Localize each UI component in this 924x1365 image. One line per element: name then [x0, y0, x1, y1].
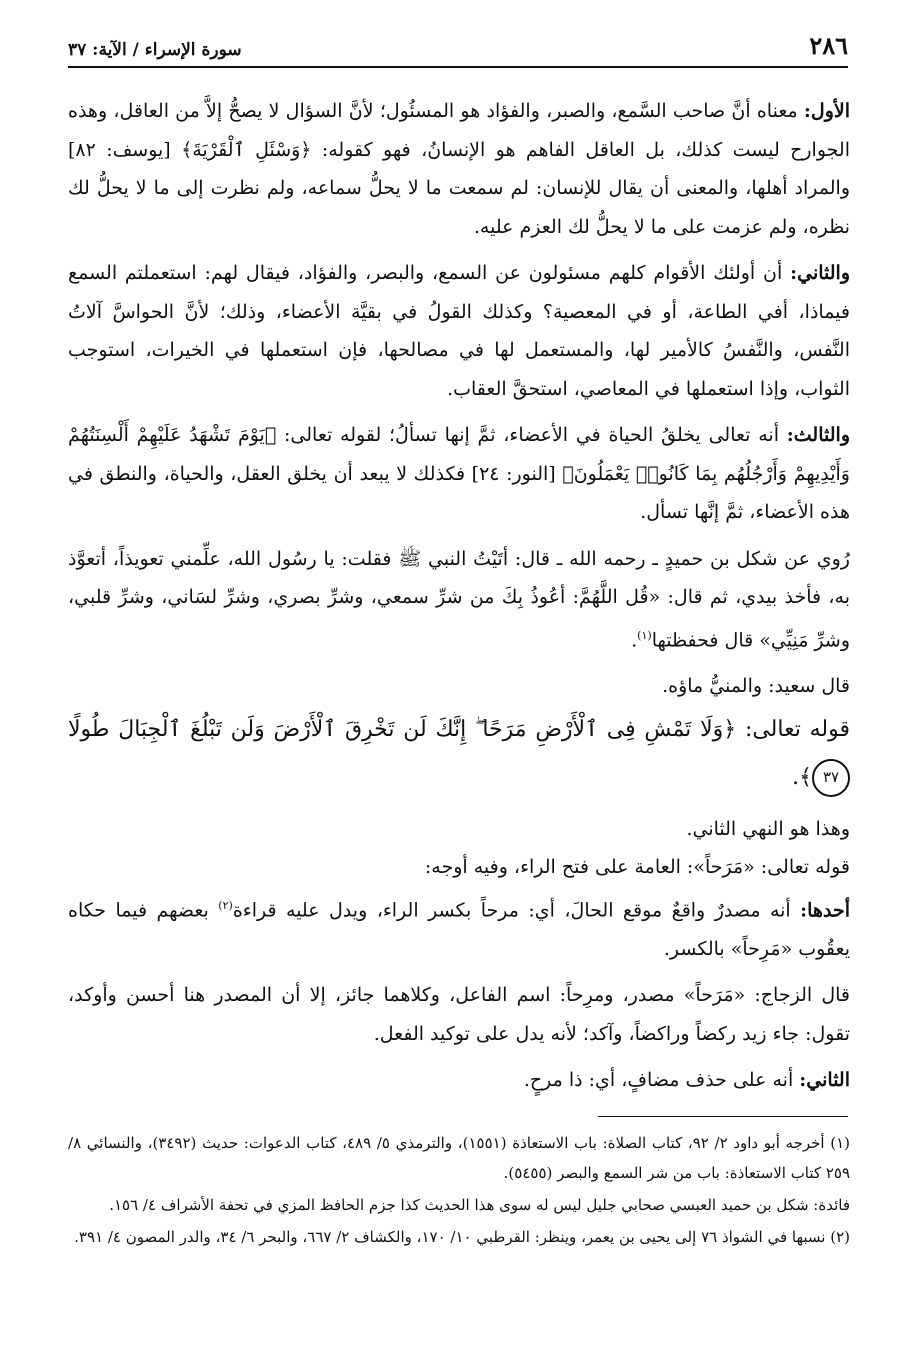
paragraph-text: قال سعيد: والمنيُّ ماؤه. [662, 675, 850, 698]
footnote: (٢) نسبها في الشواذ ٧٦ إلى يحيى بن يعمر، وينظر: القرطبي ١٠/ ١٧٠، والكشاف ٢/ ٦٦٧، والبحر ٦/ ٣٤، والدر المصون ٤/ ٣٩١. [74, 1228, 850, 1246]
paragraph [68, 540, 850, 660]
paragraph-text: أنه تعالى يخلقُ الحياة في الأعضاء، ثمَّ إنها تسألُ؛ لقوله تعالى: ﴿يَوْمَ تَشْهَدُ عَلَيْهِمْ أَلْسِنَتُهُمْ وَأَيْدِيهِمْ وَأَرْجُلُهُم بِمَا كَانُوا۟ يَعْمَلُونَ﴾ [النور: ٢٤] فكذلك لا يبعد أن يخلق العقل، والحياة، والنطق في هذه الأعضاء، ثمَّ إنَّها تسأل. [68, 424, 850, 523]
paragraph-text: أنه على حذف مضافٍ، أي: ذا مرحٍ. [523, 1069, 800, 1092]
paragraph [68, 416, 850, 532]
paragraph [68, 1061, 850, 1100]
paragraph-text: أنه مصدرٌ واقعٌ موقع الحالَ، أي: مرحاً بكسر الراء، ويدل عليه قراءة [232, 899, 801, 922]
paragraph-tail: بعضهم فيما حكاه يعقُوب «مَرِحاً» بالكسر. [68, 899, 850, 960]
paragraph [68, 254, 850, 408]
footnote-ref: (٢) [218, 898, 233, 912]
paragraph [68, 848, 850, 887]
paragraph-tail: . [631, 628, 638, 651]
paragraph-lead: الثاني: [799, 1069, 850, 1092]
page-header [68, 28, 848, 68]
paragraph-text: قال الزجاج: «مَرَحاً» مصدر، ومرِحاً: اسم الفاعل، وكلاهما جائز، إلا أن المصدر هنا أحسن وأوكد، تقول: جاء زيد ركضاً وراكضاً، وآكد؛ لأنه يدل على توكيد الفعل. [68, 984, 850, 1045]
paragraph-lead: الأول: [803, 100, 850, 122]
paragraph-text: قوله تعالى: «مَرَحاً»: العامة على فتح الراء، وفيه أوجه: [424, 856, 850, 879]
paragraph [68, 976, 850, 1053]
paragraph-lead: والثالث: [786, 424, 850, 446]
paragraph-lead: والثاني: [790, 262, 850, 284]
paragraph-text: أن أولئك الأقوام كلهم مسئولون عن السمع، والبصر، والفؤاد، فيقال لهم: استعملتم السمع فيماذا، أفي الطاعة، أو في المعصية؟ وكذلك القولُ في بقيَّة الأعضاء، وذلك؛ لأنَّ الحواسَّ آلاتُ النَّفس، والنَّفسُ كالأمير لها، والمستعمل لها في مصالحها، فإن استعملها في الخيرات، استوجب الثواب، وإذا استعملها في المعاصي، استحقَّ العقاب. [68, 262, 850, 400]
paragraph [68, 887, 850, 968]
footnote: فائدة: شكل بن حميد العبسي صحابي جليل ليس له سوى هذا الحديث كذا جزم الحافظ المزي في تحفة الأشراف ٤/ ١٥٦. [109, 1196, 850, 1214]
verse-text: ﴿وَلَا تَمْشِ فِى ٱلْأَرْضِ مَرَحًا ۖ إِنَّكَ لَن تَخْرِقَ ٱلْأَرْضَ وَلَن تَبْلُغَ ٱلْجِبَالَ طُولًا [68, 716, 737, 742]
footnote-divider [598, 1116, 848, 1117]
verse-prefix: قوله تعالى: [736, 716, 850, 742]
paragraph-lead: أحدها: [800, 899, 850, 922]
paragraph [68, 92, 850, 246]
paragraph-text: رُوي عن شكل بن حميدٍ ـ رحمه الله ـ قال: أتَيْتُ النبي ﷺ فقلت: يا رسُول الله، علِّمني تعويذاً، أتعوَّذ به، فأخذ بيدي، ثم قال: «قُل اللَّهُمَّ: أعُوذُ بِكَ من شرِّ سمعي، وشرِّ بصري، وشرِّ لسَاني، وشرِّ قلبي، وشرِّ مَنِيِّي» قال فحفظتها [68, 547, 850, 651]
paragraph-text: وهذا هو النهي الثاني. [686, 817, 850, 840]
verse-heading [68, 706, 850, 802]
running-title: سورة الإسراء / الآية: ٣٧ [68, 40, 242, 60]
main-text [68, 92, 850, 1108]
paragraph [68, 667, 850, 706]
footnote-ref: (١) [637, 628, 652, 642]
verse-close: ﴾. [792, 764, 812, 790]
paragraph-text: معناه أنَّ صاحب السَّمع، والصبر، والفؤاد هو المسئُول؛ لأنَّ السؤال لا يصحُّ إلاَّ من العاقل، وهذه الجوارح ليست كذلك، بل العاقل الفاهم هو الإنسانُ، فهو كقوله: ﴿وَسْئَلِ ٱلْقَرْيَةَ﴾ [يوسف: ٨٢] والمراد أهلها، والمعنى أن يقال للإنسان: لم سمعت ما لا يحلُّ سماعه، ولم نظرت إلى ما لا يحلُّ لك نظره، ولم عزمت على ما لا يحلُّ لك العزم عليه. [68, 100, 850, 238]
page-number: ٢٨٦ [809, 31, 848, 60]
footnotes [68, 1128, 850, 1254]
paragraph [68, 810, 850, 849]
footnote: (١) أخرجه أبو داود ٢/ ٩٢، كتاب الصلاة: باب الاستعاذة (١٥٥١)، والترمذي ٥/ ٤٨٩، كتاب الدعوات: حديث (٣٤٩٢)، والنسائي ٨/ ٢٥٩ كتاب الاستعاذة: باب من شر السمع والبصر (٥٤٥٥). [68, 1134, 851, 1182]
verse-number-marker: ٣٧ [812, 759, 850, 797]
